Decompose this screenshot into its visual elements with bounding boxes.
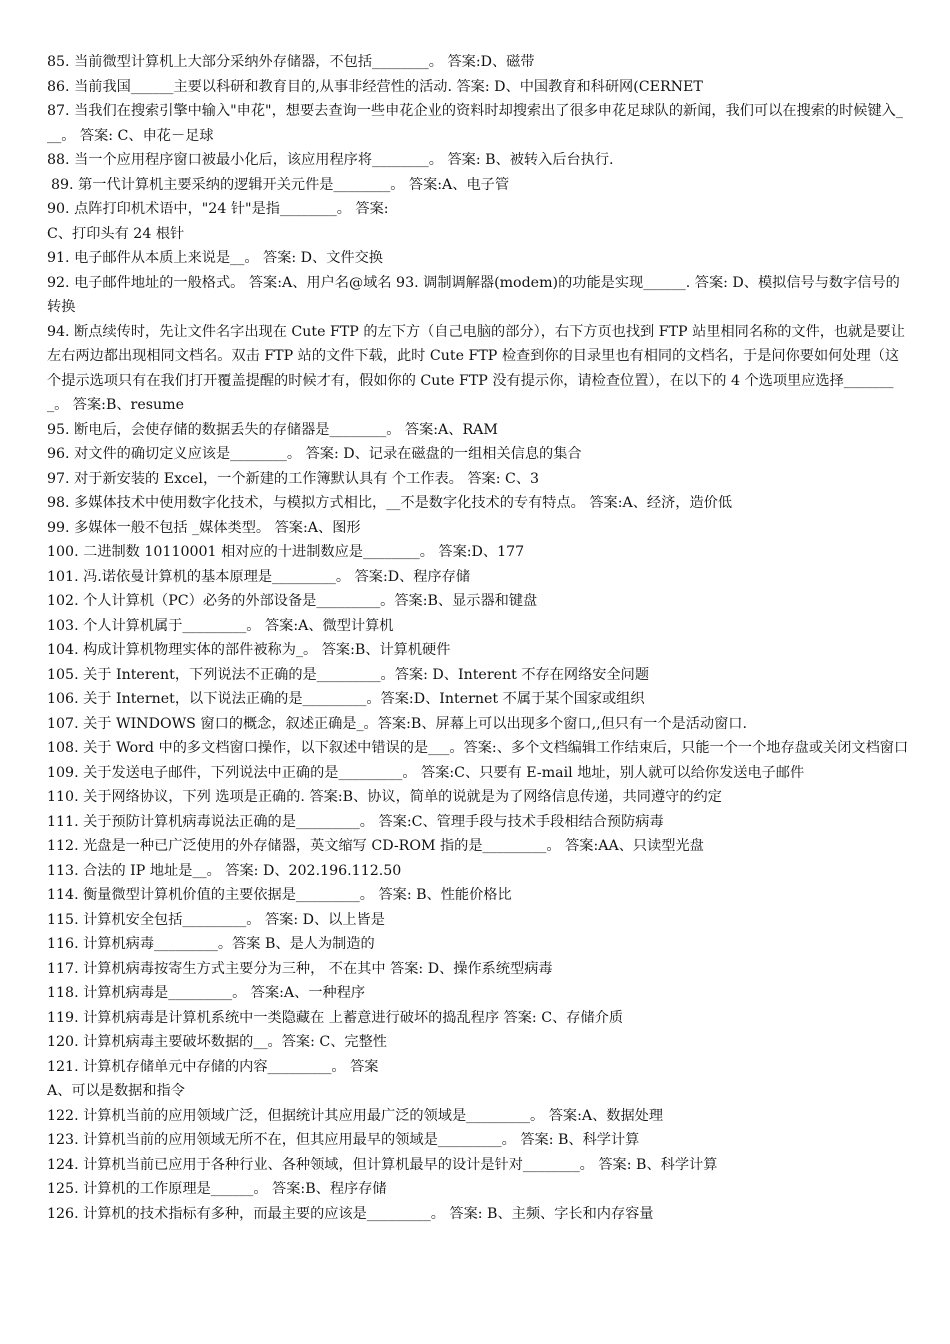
question-101: 101. 冯.诺依曼计算机的基本原理是_________。 答案:D、程序存储 [47,568,471,585]
question-119: 119. 计算机病毒是计算机系统中一类隐藏在 上蓄意进行破坏的捣乱程序 答案: C、存储介质 [47,1009,624,1026]
question-106: 106. 关于 Internet，以下说法正确的是_________。答案:D、Internet 不属于某个国家或组织 [47,691,645,707]
question-112: 112. 光盘是一种已广泛使用的外存储器，英文缩写 CD-ROM 指的是_________。 答案:AA、只读型光盘 [47,838,704,854]
question-87: 87. 当我们在搜索引擎中输入"申花"，想要去查询一些申花企业的资料时却搜索出了很多申花足球队的新闻，我们可以在搜索的时候键入___。 答案: C、申花－足球 [47,103,903,144]
question-116: 116. 计算机病毒_________。答案 B、是人为制造的 [47,936,375,952]
question-94: 94. 断点续传时，先让文件名字出现在 Cute FTP 的左下方（自己电脑的部分），右下方页也找到 FTP 站里相同名称的文件，也就是要让左右两边都出现相同文档名。双击 FTP 站的文件下载，此时 Cute FTP 检查到你的目录里也有相同的文档名，于是问你要如何处理（这个提示选项只有在我们打开覆盖提醒的时候才有，假如你的 Cute FTP 没有提示你，请检查位置），在以下的 4 个选项里应选择________。 答案:B、resume [47,323,905,413]
question-114: 114. 衡量微型计算机价值的主要依据是_________。 答案: B、性能价格比 [47,887,512,903]
question-102: 102. 个人计算机（PC）必务的外部设备是_________。答案:B、显示器和键盘 [47,593,538,609]
question-123: 123. 计算机当前的应用领域无所不在，但其应用最早的领域是_________。 答案: B、科学计算 [47,1132,640,1148]
document-body [47,50,909,1226]
question-96: 96. 对文件的确切定义应该是________。 答案: D、记录在磁盘的一组相关信息的集合 [47,446,582,462]
question-110: 110. 关于网络协议，下列 选项是正确的. 答案:B、协议，简单的说就是为了网络信息传递，共同遵守的约定 [47,789,722,805]
question-103: 103. 个人计算机属于_________。 答案:A、微型计算机 [47,617,394,634]
question-118: 118. 计算机病毒是_________。 答案:A、一种程序 [47,985,366,1001]
question-121: 121. 计算机存储单元中存储的内容_________。 答案 [47,1058,379,1075]
question-92-93: 92. 电子邮件地址的一般格式。 答案:A、用户名@域名 93. 调制调解器(modem)的功能是实现______. 答案: D、模拟信号与数字信号的转换 [47,274,900,315]
question-104: 104. 构成计算机物理实体的部件被称为_。 答案:B、计算机硬件 [47,642,451,658]
question-90-answer: C、打印头有 24 根针 [47,225,185,242]
question-113: 113. 合法的 IP 地址是__。 答案: D、202.196.112.50 [47,862,402,879]
question-97: 97. 对于新安装的 Excel，一个新建的工作簿默认具有 个工作表。 答案: C、3 [47,470,540,487]
question-108: 108. 关于 Word 中的多文档窗口操作，以下叙述中错误的是___。答案:、多个文档编辑工作结束后，只能一个一个地存盘或关闭文档窗口 [47,740,909,756]
question-109: 109. 关于发送电子邮件，下列说法中正确的是_________。 答案:C、只要有 E-mail 地址，别人就可以给你发送电子邮件 [47,764,805,781]
question-111: 111. 关于预防计算机病毒说法正确的是_________。 答案:C、管理手段与技术手段相结合预防病毒 [47,813,664,830]
question-107: 107. 关于 WINDOWS 窗口的概念，叙述正确是_。答案:B、屏幕上可以出现多个窗口,,但只有一个是活动窗口. [47,715,747,732]
question-90: 90. 点阵打印机术语中，"24 针"是指________。 答案: [47,201,389,217]
question-117: 117. 计算机病毒按寄生方式主要分为三种， 不在其中 答案: D、操作系统型病毒 [47,960,553,977]
question-85: 85. 当前微型计算机上大部分采纳外存储器，不包括________。 答案:D、磁带 [47,54,535,70]
question-98: 98. 多媒体技术中使用数字化技术，与模拟方式相比，__不是数字化技术的专有特点。 答案:A、经济，造价低 [47,495,733,511]
question-121-answer: A、可以是数据和指令 [47,1083,185,1099]
question-125: 125. 计算机的工作原理是______。 答案:B、程序存储 [47,1181,387,1197]
question-100: 100. 二进制数 10110001 相对应的十进制数应是________。 答案:D、177 [47,544,525,560]
question-120: 120. 计算机病毒主要破坏数据的__。答案: C、完整性 [47,1034,387,1050]
question-89: 89. 第一代计算机主要采纳的逻辑开关元件是________。 答案:A、电子管 [51,176,510,193]
question-122: 122. 计算机当前的应用领域广泛，但据统计其应用最广泛的领域是_________。 答案:A、数据处理 [47,1107,664,1124]
question-88: 88. 当一个应用程序窗口被最小化后，该应用程序将________。 答案: B、被转入后台执行. [47,152,614,168]
question-86: 86. 当前我国______主要以科研和教育目的,从事非经营性的活动. 答案: D、中国教育和科研网(CERNET [47,78,703,95]
question-124: 124. 计算机当前已应用于各种行业、各种领域，但计算机最早的设计是针对________。 答案: B、科学计算 [47,1156,718,1173]
question-95: 95. 断电后，会使存储的数据丢失的存储器是________。 答案:A、RAM [47,421,498,438]
question-91: 91. 电子邮件从本质上来说是__。 答案: D、文件交换 [47,250,383,266]
question-99: 99. 多媒体一般不包括 _媒体类型。 答案:A、图形 [47,519,361,536]
question-115: 115. 计算机安全包括_________。 答案: D、以上皆是 [47,911,385,928]
question-126: 126. 计算机的技术指标有多种，而最主要的应该是_________。 答案: B、主频、字长和内存容量 [47,1205,654,1222]
question-105: 105. 关于 Interent，下列说法不正确的是_________。答案: D、Interent 不存在网络安全问题 [47,666,650,683]
